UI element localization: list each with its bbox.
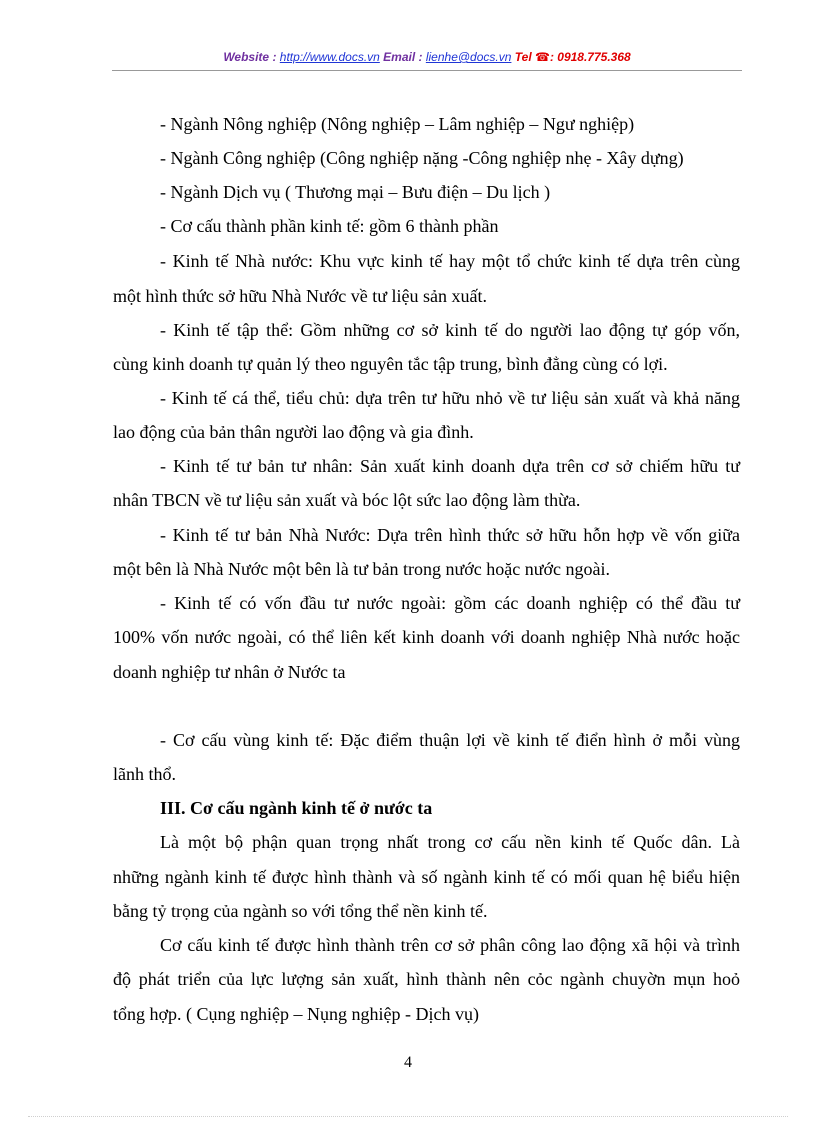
body-line: bằng tỷ trọng của ngành so với tổng thể nền kinh tế. bbox=[113, 901, 488, 921]
phone-icon: ☎ bbox=[534, 50, 550, 64]
body-line: lao động của bản thân người lao động và gia đình. bbox=[113, 422, 474, 442]
body-line: độ phát triển của lực lượng sản xuất, hình thành nên cỏc ngành chuyờn mụn hoỏ bbox=[113, 969, 740, 989]
body-line: - Kinh tế cá thể, tiểu chủ: dựa trên tư hữu nhỏ về tư liệu sản xuất và khả năng bbox=[160, 388, 740, 408]
email-link[interactable]: lienhe@docs.vn bbox=[425, 50, 512, 64]
body-line: Cơ cấu kinh tế được hình thành trên cơ sở phân công lao động xã hội và trình bbox=[160, 935, 740, 955]
body-line: một bên là Nhà Nước một bên là tư bản trong nước hoặc nước ngoài. bbox=[113, 559, 610, 579]
page-bottom-divider bbox=[28, 1116, 788, 1117]
body-line: - Kinh tế Nhà nước: Khu vực kinh tế hay một tổ chức kinh tế dựa trên cùng bbox=[160, 251, 740, 271]
body-line: - Ngành Công nghiệp (Công nghiệp nặng -Công nghiệp nhẹ - Xây dựng) bbox=[160, 148, 684, 168]
email-label: Email : bbox=[379, 50, 426, 64]
header-divider bbox=[112, 70, 742, 71]
body-line: 100% vốn nước ngoài, có thể liên kết kinh doanh với doanh nghiệp Nhà nước hoặc bbox=[113, 627, 740, 647]
page-number: 4 bbox=[404, 1054, 412, 1071]
body-line: những ngành kinh tế được hình thành và số ngành kinh tế có mối quan hệ biểu hiện bbox=[113, 867, 740, 887]
body-line: - Kinh tế có vốn đầu tư nước ngoài: gồm các doanh nghiệp có thể đầu tư bbox=[160, 593, 740, 613]
body-line: - Kinh tế tư bản Nhà Nước: Dựa trên hình thức sở hữu hỗn hợp về vốn giữa bbox=[160, 525, 740, 545]
body-line: một hình thức sở hữu Nhà Nước về tư liệu sản xuất. bbox=[113, 286, 488, 306]
body-line: cùng kinh doanh tự quản lý theo nguyên tắc tập trung, bình đẳng cùng có lợi. bbox=[113, 354, 668, 374]
body-line: - Ngành Dịch vụ ( Thương mại – Bưu điện – Du lịch ) bbox=[160, 182, 551, 202]
section-heading: III. Cơ cấu ngành kinh tế ở nước ta bbox=[160, 798, 433, 818]
website-link[interactable]: http://www.docs.vn bbox=[279, 50, 380, 64]
tel-label: Tel bbox=[511, 50, 535, 64]
page-header bbox=[112, 50, 742, 64]
body-line: - Cơ cấu thành phần kinh tế: gồm 6 thành phần bbox=[160, 216, 499, 236]
body-line: - Kinh tế tập thể: Gồm những cơ sở kinh tế do người lao động tự góp vốn, bbox=[160, 320, 740, 340]
website-label: Website : bbox=[223, 50, 280, 64]
body-line: - Kinh tế tư bản tư nhân: Sản xuất kinh doanh dựa trên cơ sở chiếm hữu tư bbox=[160, 456, 740, 476]
body-line: lãnh thổ. bbox=[113, 764, 176, 784]
body-line: Là một bộ phận quan trọng nhất trong cơ cấu nền kinh tế Quốc dân. Là bbox=[160, 832, 740, 852]
tel-number: : 0918.775.368 bbox=[549, 50, 631, 64]
body-line: doanh nghiệp tư nhân ở Nước ta bbox=[113, 662, 346, 682]
body-line: - Ngành Nông nghiệp (Nông nghiệp – Lâm nghiệp – Ngư nghiệp) bbox=[160, 114, 635, 134]
body-line: tổng hợp. ( Cụng nghiệp – Nụng nghiệp - Dịch vụ) bbox=[113, 1004, 479, 1024]
body-line: nhân TBCN về tư liệu sản xuất và bóc lột sức lao động làm thừa. bbox=[113, 490, 581, 510]
body-line: - Cơ cấu vùng kinh tế: Đặc điểm thuận lợi về kinh tế điển hình ở mỗi vùng bbox=[160, 730, 740, 750]
